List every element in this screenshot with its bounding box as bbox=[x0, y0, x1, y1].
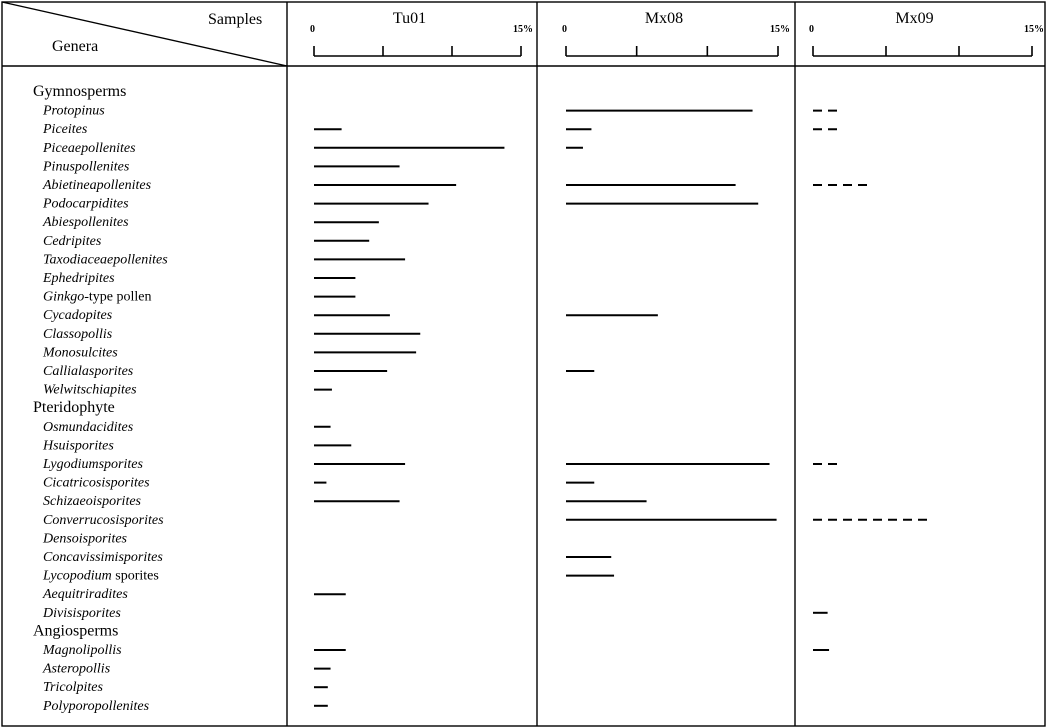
genus-row bbox=[43, 327, 420, 342]
genera-rows bbox=[33, 83, 933, 714]
genus-row bbox=[42, 643, 829, 658]
axis-min-label: 0 bbox=[562, 24, 567, 35]
genus-row bbox=[43, 290, 355, 305]
genus-row bbox=[42, 569, 614, 584]
genus-row bbox=[42, 531, 128, 546]
genus-row bbox=[43, 513, 933, 528]
genus-label: Polyporopollenites bbox=[43, 698, 150, 714]
genus-label: Pinuspollenites bbox=[43, 159, 130, 175]
genus-row bbox=[43, 308, 658, 323]
genus-label: Piceaepollenites bbox=[43, 140, 136, 156]
scale-mx09 bbox=[809, 10, 1044, 56]
genus-label: Hsuisporites bbox=[43, 438, 114, 454]
sample-name-tu01: Tu01 bbox=[392, 10, 427, 27]
genus-row bbox=[43, 550, 611, 565]
chart-frame bbox=[2, 2, 1045, 726]
genus-row bbox=[42, 141, 583, 156]
genus-row bbox=[42, 587, 346, 602]
group-label: Gymnosperms bbox=[33, 83, 127, 100]
genus-row bbox=[42, 271, 355, 286]
axis-max-label: 15% bbox=[513, 24, 533, 35]
genus-row bbox=[43, 494, 647, 509]
genus-label: Schizaeoisporites bbox=[43, 494, 141, 510]
genus-row bbox=[43, 364, 594, 379]
axis-max-label: 15% bbox=[1024, 24, 1044, 35]
genus-label: Podocarpidites bbox=[43, 196, 129, 212]
chart-header bbox=[52, 11, 262, 55]
genus-row bbox=[42, 438, 351, 453]
genus-label: Tricolpites bbox=[43, 680, 103, 696]
genus-row bbox=[42, 122, 842, 137]
sample-scales bbox=[310, 10, 1044, 56]
genus-row bbox=[42, 345, 416, 360]
axis-max-label: 15% bbox=[770, 24, 790, 35]
genus-label: Protopinus bbox=[43, 103, 105, 119]
genus-row bbox=[42, 159, 400, 174]
genus-row bbox=[43, 252, 405, 267]
genus-label: Cicatricosisporites bbox=[43, 475, 150, 491]
genus-label: Osmundacidites bbox=[43, 419, 134, 435]
genus-row bbox=[42, 197, 758, 212]
sample-name-mx08: Mx08 bbox=[644, 10, 684, 27]
group-label: Pteridophyte bbox=[33, 399, 115, 417]
group-row bbox=[33, 399, 115, 416]
scale-tu01 bbox=[310, 10, 533, 56]
genus-label: Magnolipollis bbox=[43, 643, 122, 658]
genus-label: Taxodiaceaepollenites bbox=[43, 252, 168, 268]
genus-label: Piceites bbox=[43, 122, 88, 138]
genus-label: Aequitriradites bbox=[43, 587, 128, 603]
genus-row bbox=[42, 699, 328, 714]
genus-row bbox=[43, 234, 369, 249]
scale-mx08 bbox=[562, 10, 790, 56]
genus-row bbox=[43, 680, 328, 695]
outer-border bbox=[2, 2, 1045, 726]
genus-row bbox=[42, 457, 839, 472]
genus-label: Classopollis bbox=[43, 326, 113, 342]
genus-label: Cedripites bbox=[43, 233, 102, 249]
genera-header-label: Genera bbox=[52, 38, 99, 55]
genus-label: Callialasporites bbox=[43, 364, 134, 379]
genus-label: Monosulcites bbox=[43, 345, 118, 361]
genus-row bbox=[42, 178, 868, 193]
genus-label: Welwitschiapites bbox=[43, 382, 137, 398]
samples-header-label: Samples bbox=[208, 11, 263, 28]
sample-name-mx09: Mx09 bbox=[895, 10, 934, 27]
genus-label: Divisisporites bbox=[43, 605, 121, 621]
genus-label: Concavissimisporites bbox=[43, 550, 163, 565]
genus-row bbox=[43, 476, 594, 491]
genus-label: Lygodiumsporites bbox=[43, 457, 143, 472]
genus-label: Lycopodium sporites bbox=[43, 568, 159, 584]
group-label: Angiosperms bbox=[33, 622, 119, 640]
genus-row bbox=[43, 383, 332, 398]
genus-row bbox=[42, 606, 828, 621]
genus-label: Cycadopites bbox=[43, 308, 113, 324]
genus-label: Ephedripites bbox=[43, 271, 115, 286]
group-row bbox=[33, 83, 126, 100]
group-row bbox=[33, 622, 118, 639]
genus-label: Abiespollenites bbox=[43, 215, 129, 231]
genus-row bbox=[42, 215, 379, 230]
axis-min-label: 0 bbox=[310, 24, 315, 35]
genus-row bbox=[42, 104, 842, 119]
genus-label: Converrucosisporites bbox=[43, 512, 164, 528]
genus-label: Densoisporites bbox=[43, 531, 127, 547]
genus-label: Asteropollis bbox=[43, 661, 111, 677]
genus-label: Ginkgo-type pollen bbox=[43, 289, 152, 305]
axis-min-label: 0 bbox=[809, 24, 814, 35]
genus-label: Abietineapollenites bbox=[43, 178, 152, 193]
